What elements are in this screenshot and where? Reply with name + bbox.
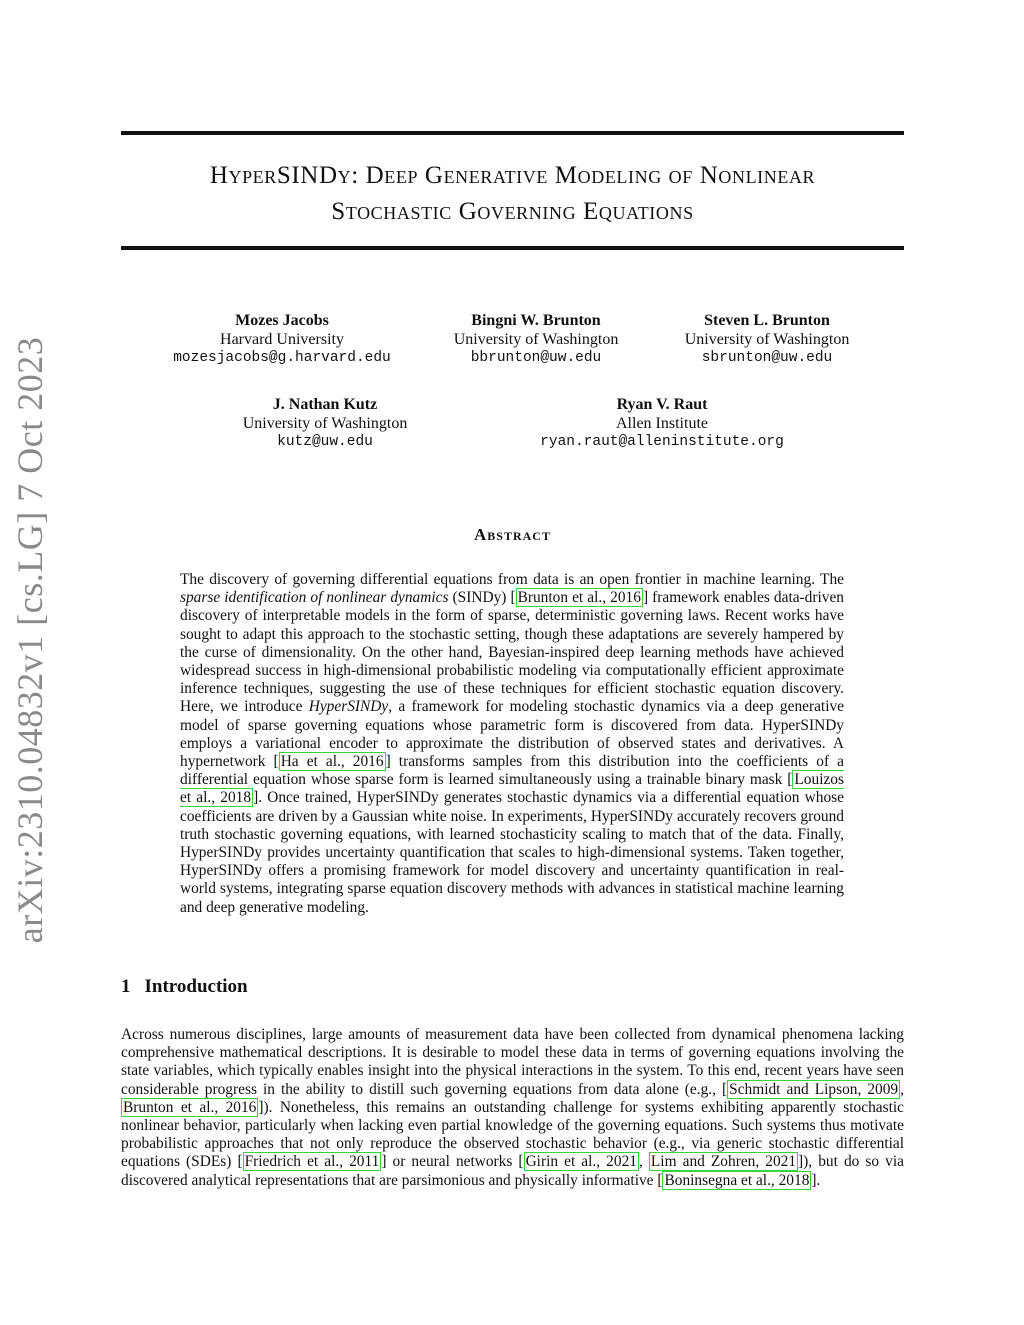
abstract-text: ] framework enables data-driven discovery of interpretable models in the form of sparse, deterministic governing laws. Recent works have sought to adapt this approach to the stochastic setting, though these adaptations are severely hampered by the curse of dimensionality. On the other hand, Bayesian-inspired deep learning methods have achieved widespread success in high-dimensional probabilistic modeling via computationally efficient approximate inference techniques, suggesting the use of these techniques for efficient stochastic equation discovery. Here, we introduce <box>180 589 844 716</box>
intro-body <box>121 1026 904 1190</box>
author-name: Ryan V. Raut <box>616 396 708 413</box>
author-email[interactable]: sbrunton@uw.edu <box>701 350 833 366</box>
citation-link[interactable]: Louizos et al., 2018 <box>180 771 844 807</box>
author-block <box>657 312 877 368</box>
author-name: J. Nathan Kutz <box>272 396 378 413</box>
abstract-text: The discovery of governing differential equations from data is an open frontier in machine learning. The <box>180 571 844 588</box>
title-line-2: Stochastic Governing Equations <box>331 198 694 225</box>
intro-text: ]), but do so via discovered analytical representations that are parsimonious and physically informative [ <box>121 1153 904 1189</box>
citation-link[interactable]: Brunton et al., 2016 <box>517 589 641 607</box>
author-name: Mozes Jacobs <box>235 312 329 329</box>
abstract-text: ]. Once trained, HyperSINDy generates stochastic dynamics via a differential equation whose coefficients are driven by a Gaussian white noise. In experiments, HyperSINDy accurately recovers ground truth stochastic governing equations, with learned stochasticity scaling to match that of the data. Finally, HyperSINDy provides uncertainty quantification that scales to high-dimensional systems. Taken together, HyperSINDy offers a promising framework for model discovery and uncertainty quantification in real-world systems, integrating sparse equation discovery methods with advances in statistical machine learning and deep generative modeling. <box>180 789 844 916</box>
author-affiliation: University of Washington <box>684 330 850 348</box>
intro-text: ] or neural networks [ <box>381 1153 524 1171</box>
intro-text: ]. <box>811 1171 821 1189</box>
intro-text: , <box>638 1153 649 1171</box>
abstract-body <box>180 571 844 917</box>
abstract-text: ] transforms samples from this distribution into the coefficients of a differential equation whose sparse form is learned simultaneously using a trainable binary mask [ <box>180 753 844 789</box>
abstract-emphasis: HyperSINDy <box>308 698 389 716</box>
author-email[interactable]: ryan.raut@alleninstitute.org <box>540 434 784 450</box>
section-number: 1 <box>121 976 131 997</box>
citation-link[interactable]: Brunton et al., 2016 <box>123 1098 257 1116</box>
citation-link[interactable]: Ha et al., 2016 <box>280 753 384 771</box>
section-title: Introduction <box>144 976 248 997</box>
author-email[interactable]: mozesjacobs@g.harvard.edu <box>173 350 391 366</box>
citation-link[interactable]: Friedrich et al., 2011 <box>244 1153 380 1171</box>
citation-link[interactable]: Schmidt and Lipson, 2009 <box>729 1080 899 1098</box>
title-bottom-rule <box>121 246 904 250</box>
title-top-rule <box>121 131 904 135</box>
section-heading <box>121 976 248 998</box>
title-line-1: HyperSINDy: Deep Generative Modeling of Nonlinear <box>209 162 816 189</box>
author-name: Bingni W. Brunton <box>471 312 601 329</box>
paper-title <box>121 158 904 230</box>
author-affiliation: Harvard University <box>220 330 344 348</box>
author-affiliation: Allen Institute <box>616 414 708 432</box>
abstract-heading: Abstract <box>474 525 551 544</box>
author-block <box>121 312 443 368</box>
author-affiliation: University of Washington <box>453 330 619 348</box>
author-block <box>512 396 812 452</box>
author-name: Steven L. Brunton <box>704 312 830 329</box>
intro-text: ]). Nonetheless, this remains an outstanding challenge for systems exhibiting apparently stochastic nonlinear behavior, particularly when lacking even partial knowledge of the governing equations. Such systems thus motivate probabilistic approaches that not only reproduce the observed stochastic behavior (e.g., via generic stochastic differential equations (SDEs) [ <box>121 1098 904 1171</box>
abstract-text: (SINDy) [ <box>448 589 516 607</box>
author-email[interactable]: kutz@uw.edu <box>277 434 373 450</box>
abstract-emphasis: sparse identification of nonlinear dynamics <box>180 589 449 607</box>
abstract-text: , a framework for modeling stochastic dynamics via a deep generative model of sparse governing equations whose parametric form is discovered from data. HyperSINDy employs a variational encoder to approximate the distribution of observed states and derivatives. A hypernetwork [ <box>180 698 845 771</box>
arxiv-sidebar <box>9 51 69 944</box>
author-affiliation: University of Washington <box>242 414 408 432</box>
author-block <box>416 312 656 368</box>
citation-link[interactable]: Boninsegna et al., 2018 <box>664 1171 810 1189</box>
citation-link[interactable]: Lim and Zohren, 2021 <box>650 1153 797 1171</box>
arxiv-identifier[interactable]: arXiv:2310.04832v1 [cs.LG] 7 Oct 2023 <box>10 336 50 944</box>
author-email[interactable]: bbrunton@uw.edu <box>470 350 602 366</box>
author-block <box>205 396 445 452</box>
intro-text: Across numerous disciplines, large amounts of measurement data have been collected from dynamical phenomena lacking comprehensive mathematical descriptions. It is desirable to model these data in terms of governing equations involving the state variables, which typically enables insight into the physical interactions in the system. To this end, recent years have seen considerable progress in the ability to distill such governing equations from data alone (e.g., [ <box>121 1026 904 1098</box>
citation-link[interactable]: Girin et al., 2021 <box>525 1153 637 1171</box>
intro-text: , <box>900 1080 904 1098</box>
